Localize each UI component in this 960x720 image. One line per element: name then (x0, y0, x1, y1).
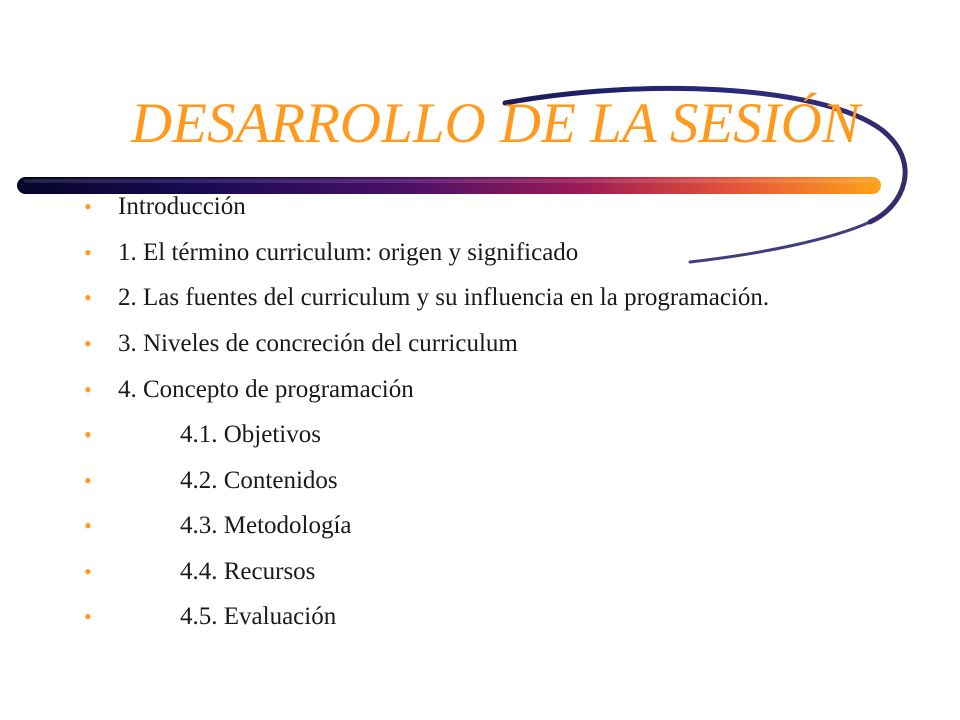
list-item-text: 3. Niveles de concreción del curriculum (118, 330, 518, 357)
list-item (84, 602, 880, 632)
list-item-text: 4.4. Recursos (180, 557, 316, 585)
list-item-text: 4.1. Objetivos (180, 421, 321, 448)
list-item (84, 283, 880, 313)
list-item-text: 1. El término curriculum: origen y significado (118, 238, 579, 266)
list-item-text: 4.3. Metodología (180, 512, 352, 539)
bullet-icon: • (84, 467, 92, 493)
list-item-text: 4.2. Contenidos (180, 466, 338, 494)
list-item (84, 329, 880, 359)
list-item-text: 2. Las fuentes del curriculum y su influencia en la programación. (118, 284, 770, 311)
bullet-icon: • (84, 194, 92, 219)
bullet-icon: • (84, 422, 92, 447)
slide-title: DESARROLLO DE LA SESIÓN (131, 92, 860, 155)
list-item (84, 375, 880, 405)
list-item (84, 420, 880, 450)
list-item-text: Introducción (118, 193, 246, 220)
bullet-icon: • (84, 604, 92, 629)
list-item (84, 192, 880, 222)
list-item (84, 557, 880, 587)
bullet-icon: • (84, 331, 92, 356)
list-item (84, 511, 880, 541)
agenda-list (84, 192, 880, 648)
bullet-icon: • (84, 558, 92, 584)
bullet-icon: • (84, 513, 92, 538)
list-item (84, 466, 880, 496)
list-item-text: 4. Concepto de programación (118, 375, 414, 403)
list-item (84, 238, 880, 268)
bullet-icon: • (84, 239, 92, 265)
bullet-icon: • (84, 285, 92, 310)
bullet-icon: • (84, 376, 92, 402)
list-item-text: 4.5. Evaluación (180, 603, 337, 630)
